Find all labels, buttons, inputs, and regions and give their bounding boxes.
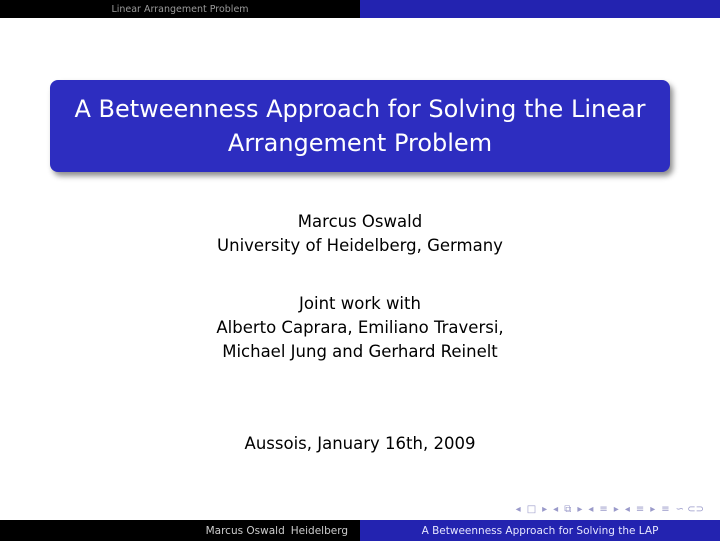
navigation-symbols (516, 502, 704, 516)
headline-section-label[interactable]: Linear Arrangement Problem (0, 0, 360, 18)
collaborators-line-2: Michael Jung and Gerhard Reinelt (222, 342, 498, 361)
nav-section-right-icon[interactable]: ▸ (613, 503, 619, 515)
author-affiliation: University of Heidelberg, Germany (217, 236, 503, 255)
nav-frame-icon[interactable]: □ (526, 503, 537, 515)
nav-doc-icon[interactable]: ≡ (635, 503, 645, 515)
footline-institute: Heidelberg (290, 524, 348, 537)
title-block (50, 80, 670, 172)
footline-author: Marcus Oswald (205, 524, 285, 537)
collaborators-block (0, 292, 720, 364)
nav-doc-right-icon[interactable]: ▸ (650, 503, 656, 515)
presentation-title: A Betweenness Approach for Solving the Linear Arrangement Problem (74, 95, 646, 157)
nav-section-icon[interactable]: ≡ (599, 503, 608, 515)
presentation-date: Aussois, January 16th, 2009 (244, 434, 476, 453)
nav-frame-right-icon[interactable]: ▸ (542, 503, 548, 515)
headline-bar (0, 0, 720, 18)
collaborators-line-1: Alberto Caprara, Emiliano Traversi, (216, 318, 504, 337)
nav-align-icon[interactable]: ≡ (661, 503, 670, 515)
headline-subsection-area (360, 0, 720, 18)
date-block (0, 432, 720, 456)
nav-frame-left-icon[interactable]: ◂ (515, 503, 521, 515)
nav-section-left-icon[interactable]: ◂ (588, 503, 594, 515)
nav-search-icon[interactable]: ∽ ⊂⊃ (675, 503, 704, 515)
nav-subsection-icon[interactable]: ⧉ (564, 503, 572, 515)
footline-title-area[interactable] (360, 520, 720, 541)
collaborators-intro: Joint work with (299, 294, 421, 313)
footline-short-title: A Betweenness Approach for Solving the LAP (421, 524, 659, 537)
footline-bar (0, 520, 720, 541)
nav-subsection-left-icon[interactable]: ◂ (553, 503, 559, 515)
footline-author-area[interactable] (0, 520, 360, 541)
nav-subsection-right-icon[interactable]: ▸ (577, 503, 583, 515)
author-block (0, 210, 720, 258)
author-name: Marcus Oswald (297, 212, 423, 231)
nav-doc-left-icon[interactable]: ◂ (624, 503, 630, 515)
